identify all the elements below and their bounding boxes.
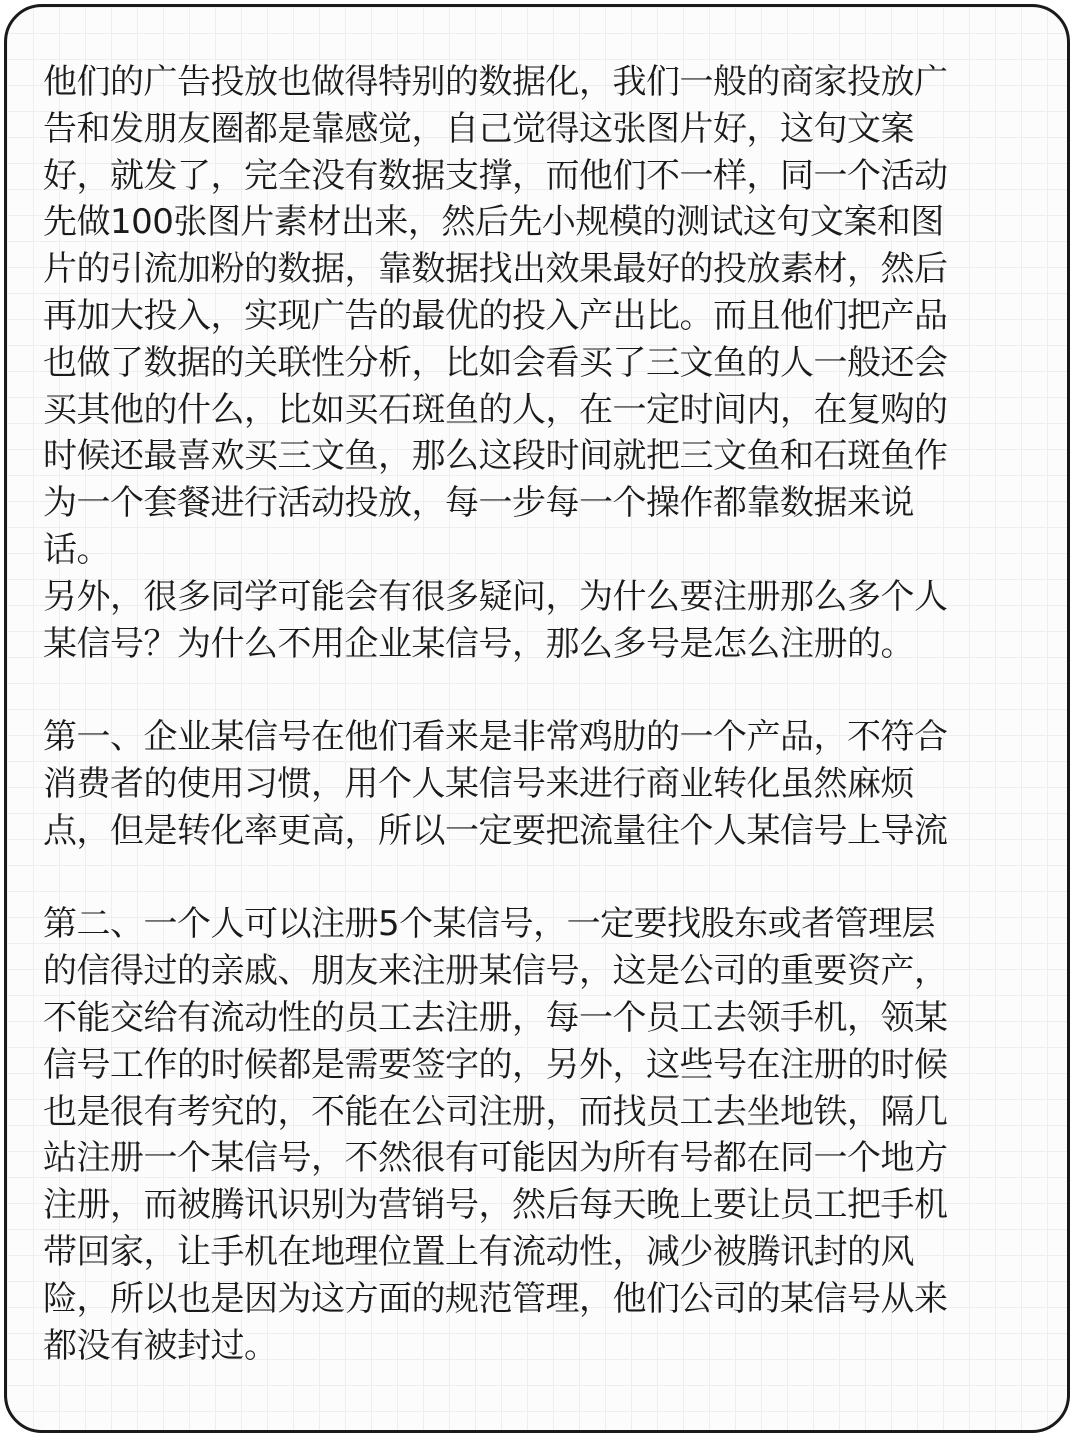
paragraph-gap [43,667,1043,714]
text-line: 先做100张图片素材出来，然后先小规模的测试这句文案和图 [43,202,944,243]
text-line: 站注册一个某信号，不然很有可能因为所有号都在同一个地方 [43,1138,948,1179]
text-line: 买其他的什么，比如买石斑鱼的人，在一定时间内，在复购的 [43,389,948,430]
text-line: 险，所以也是因为这方面的规范管理，他们公司的某信号从来 [43,1278,948,1319]
text-line: 信号工作的时候都是需要签字的，另外，这些号在注册的时候 [43,1044,948,1085]
text-line: 好，就发了，完全没有数据支撑，而他们不一样，同一个活动 [43,155,948,196]
article-body [43,59,1043,1369]
text-line: 点，但是转化率更高，所以一定要把流量往个人某信号上导流 [43,810,948,851]
text-line: 第一、企业某信号在他们看来是非常鸡肋的一个产品，不符合 [43,717,948,758]
text-line: 消费者的使用习惯，用个人某信号来进行商业转化虽然麻烦 [43,763,914,804]
text-line: 也是很有考究的，不能在公司注册，而找员工去坐地铁，隔几 [43,1091,948,1132]
text-line: 的信得过的亲戚、朋友来注册某信号，这是公司的重要资产， [43,951,948,992]
text-line: 某信号？为什么不用企业某信号，那么多号是怎么注册的。 [43,623,914,664]
text-line: 话。 [43,529,110,570]
text-line: 告和发朋友圈都是靠感觉，自己觉得这张图片好，这句文案 [43,108,914,149]
text-line: 另外，很多同学可能会有很多疑问，为什么要注册那么多个人 [43,576,948,617]
text-line: 第二、一个人可以注册5个某信号，一定要找股东或者管理层 [43,904,936,945]
text-line: 时候还最喜欢买三文鱼，那么这段时间就把三文鱼和石斑鱼作 [43,436,948,477]
text-card [4,4,1070,1433]
text-line: 都没有被封过。 [43,1325,278,1366]
text-line: 不能交给有流动性的员工去注册，每一个员工去领手机，领某 [43,997,948,1038]
text-line: 为一个套餐进行活动投放，每一步每一个操作都靠数据来说 [43,483,914,524]
text-line: 也做了数据的关联性分析，比如会看买了三文鱼的人一般还会 [43,342,948,383]
text-line: 再加大投入，实现广告的最优的投入产出比。而且他们把产品 [43,295,948,336]
text-line: 注册，而被腾讯识别为营销号，然后每天晚上要让员工把手机 [43,1185,948,1226]
text-line: 带回家，让手机在地理位置上有流动性，减少被腾讯封的风 [43,1231,914,1272]
text-line: 片的引流加粉的数据，靠数据找出效果最好的投放素材，然后 [43,249,948,290]
paragraph-gap [43,855,1043,902]
text-line: 他们的广告投放也做得特别的数据化，我们一般的商家投放广 [43,62,948,102]
